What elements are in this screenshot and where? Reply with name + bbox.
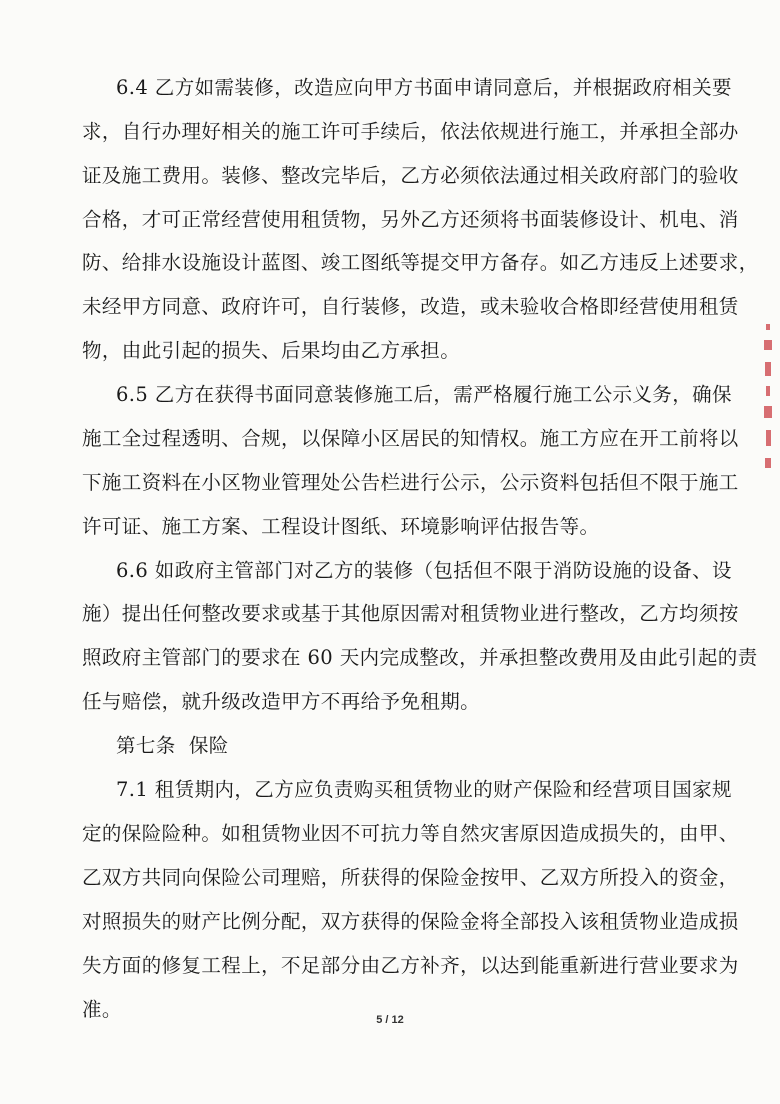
- seal-fragment-image: [756, 318, 780, 498]
- p66-line-3: 照政府主管部门的要求在 60 天内完成整改，并承担整改费用及由此引起的责: [82, 646, 758, 669]
- p71-line-1: 7.1 租赁期内，乙方应负责购买租赁物业的财产保险和经营项目国家规: [116, 778, 732, 801]
- p65-line-3: 下施工资料在小区物业管理处公告栏进行公示，公示资料包括但不限于施工: [82, 471, 739, 494]
- p66-line-4: 任与赔偿，就升级改造甲方不再给予免租期。: [82, 690, 481, 713]
- p65-line-2: 施工全过程透明、合规，以保障小区居民的知情权。施工方应在开工前将以: [82, 427, 739, 450]
- p64-line-6: 未经甲方同意、政府许可，自行装修，改造，或未验收合格即经营使用租赁: [82, 295, 739, 318]
- p66-line-1: 6.6 如政府主管部门对乙方的装修（包括但不限于消防设施的设备、设: [116, 559, 732, 582]
- p65-line-4: 许可证、施工方案、工程设计图纸、环境影响评估报告等。: [82, 515, 600, 538]
- p64-line-2: 求，自行办理好相关的施工许可手续后，依法依规进行施工，并承担全部办: [82, 120, 739, 143]
- p66-line-2: 施）提出任何整改要求或基于其他原因需对租赁物业进行整改，乙方均须按: [82, 602, 739, 625]
- p71-line-3: 乙双方共同向保险公司理赔，所获得的保险金按甲、乙双方所投入的资金，: [82, 866, 739, 889]
- p71-line-4: 对照损失的财产比例分配，双方获得的保险金将全部投入该租赁物业造成损: [82, 910, 739, 933]
- p64-line-1: 6.4 乙方如需装修，改造应向甲方书面申请同意后，并根据政府相关要: [116, 76, 732, 99]
- p64-line-7: 物，由此引起的损失、后果均由乙方承担。: [82, 339, 461, 362]
- page-number: 5 / 12: [376, 1014, 404, 1026]
- p71-line-2: 定的保险险种。如租赁物业因不可抗力等自然灾害原因造成损失的，由甲、: [82, 822, 739, 845]
- p71-line-5: 失方面的修复工程上，不足部分由乙方补齐，以达到能重新进行营业要求为: [82, 954, 739, 977]
- p71-line-6: 准。: [82, 998, 122, 1021]
- p64-line-3: 证及施工费用。装修、整改完毕后，乙方必须依法通过相关政府部门的验收: [82, 164, 739, 187]
- section-heading-7: 第七条 保险: [116, 734, 229, 757]
- p65-line-1: 6.5 乙方在获得书面同意装修施工后，需严格履行施工公示义务，确保: [116, 383, 732, 406]
- p64-line-5: 防、给排水设施设计蓝图、竣工图纸等提交甲方备存。如乙方违反上述要求，: [82, 251, 759, 274]
- p64-line-4: 合格，才可正常经营使用租赁物，另外乙方还须将书面装修设计、机电、消: [82, 208, 739, 231]
